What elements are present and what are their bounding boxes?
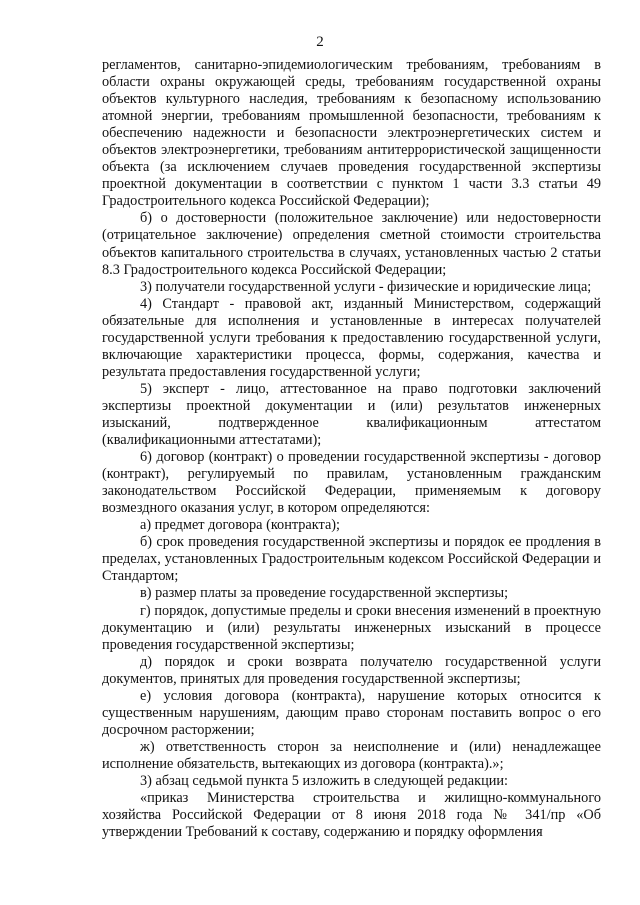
paragraph-item-b-estimate: б) о достоверности (положительное заключение) или недостоверности (отрицательное заключение) определения сметной стоимости строительства объектов капитального строительства в случаях, установленных частью 2 статьи 8.3 Градостроительного кодекса Российской Федерации; [102, 210, 601, 278]
paragraph-subitem-a: а) предмет договора (контракта); [140, 517, 341, 534]
paragraph-subitem-e: е) условия договора (контракта), нарушение которых относится к существенным нарушениям, дающим право сторонам поставить вопрос о его досрочном расторжении; [102, 687, 601, 738]
paragraph-item-4-standard: 4) Стандарт - правовой акт, изданный Министерством, содержащий обязательные для исполнения и установленные в интересах получателей государственной услуги требования к предоставлению государственной услуги, включающие характеристики процесса, формы, содержания, качества и результата предоставления государственной услуги; [102, 295, 601, 380]
document-body [102, 57, 601, 841]
paragraph-subitem-g: г) порядок, допустимые пределы и сроки внесения изменений в проектную документацию и (или) результаты инженерных изысканий в процессе проведения государственной экспертизы; [102, 602, 601, 653]
paragraph-item-5-expert: 5) эксперт - лицо, аттестованное на право подготовки заключений экспертизы проектной документации и (или) результатов инженерных изысканий, подтвержденное квалификационным аттестатом (квалификационными аттестатами); [102, 380, 601, 449]
paragraph-amendment-3: 3) абзац седьмой пункта 5 изложить в следующей редакции: [140, 772, 509, 789]
paragraph-continuation: регламентов, санитарно-эпидемиологическим требованиям, требованиям в области охраны окружающей среды, требованиям государственной охраны объектов культурного наследия, требованиям к безопасному использованию атомной энергии, требованиям промышленной безопасности, требованиям к обеспечению надежности и безопасности электроэнергетических систем и объектов электроэнергетики, требованиям антитеррористической защищенности объекта (за исключением случаев проведения государственной экспертизы проектной документации в соответствии с пунктом 1 части 3.3 статьи 49 Градостроительного кодекса Российской Федерации); [102, 57, 601, 210]
paragraph-item-6-contract: 6) договор (контракт) о проведении государственной экспертизы - договор (контракт), регулируемый по правилам, установленным гражданским законодательством Российской Федерации, применяемым к договору возмездного оказания услуг, в котором определяются: [102, 449, 601, 517]
page-number: 2 [316, 34, 324, 50]
paragraph-subitem-zh: ж) ответственность сторон за неисполнение и (или) ненадлежащее исполнение обязательств, вытекающих из договора (контракта).»; [102, 738, 601, 772]
paragraph-subitem-d: д) порядок и сроки возврата получателю государственной услуги документов, принятых для проведения государственной экспертизы; [102, 653, 601, 687]
paragraph-item-3-recipients: 3) получатели государственной услуги - физические и юридические лица; [140, 278, 592, 295]
paragraph-subitem-v: в) размер платы за проведение государственной экспертизы; [140, 585, 509, 602]
paragraph-subitem-b: б) срок проведения государственной экспертизы и порядок ее продления в пределах, установленных Градостроительным кодексом Российской Федерации и Стандартом; [102, 534, 601, 585]
paragraph-quoted-order: «приказ Министерства строительства и жилищно-коммунального хозяйства Российской Федерации от 8 июня 2018 года № 341/пр «Об утверждении Требований к составу, содержанию и порядку оформления [102, 790, 601, 841]
